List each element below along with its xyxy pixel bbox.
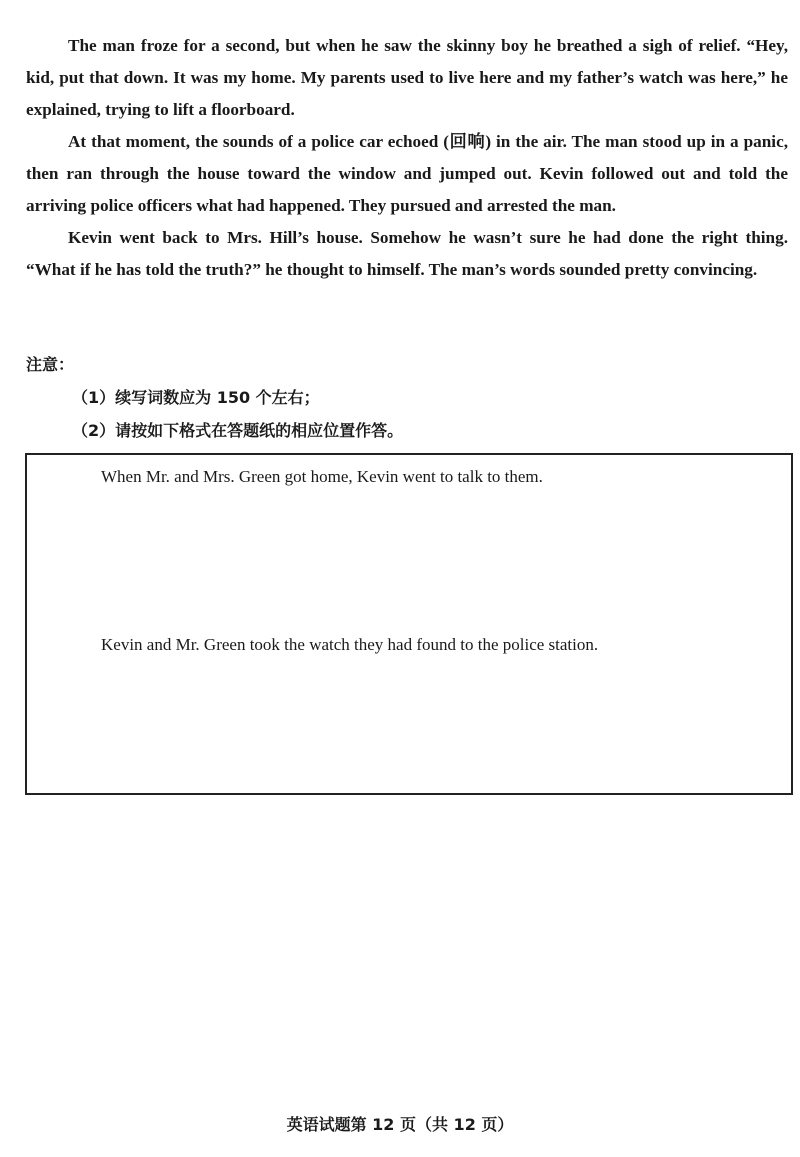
page-footer: 英语试题第 12 页（共 12 页）: [286, 1115, 514, 1134]
story-paragraph: The man froze for a second, but when he saw the skinny boy he breathed a sigh of relief. “Hey, kid, put that down. It was my home. My parents used to live here and my father’s watch was here,” he explained, trying to lift a floorboard.: [26, 36, 788, 119]
notes-title: 注意：: [26, 355, 75, 374]
answer-box: [25, 453, 793, 795]
story-paragraph: At that moment, the sounds of a police car echoed (回响) in the air. The man stood up in a panic, then ran through the house toward the window and jumped out. Kevin followed out and told the arriving police officers what had happened. They pursued and arrested the man.: [26, 132, 788, 215]
note-item-format: （2）请按如下格式在答题纸的相应位置作答。: [72, 421, 404, 440]
story-passage: [26, 30, 788, 286]
story-paragraph: Kevin went back to Mrs. Hill’s house. Somehow he wasn’t sure he had done the right thing. “What if he has told the truth?” he thought to himself. The man’s words sounded pretty convincing.: [26, 228, 788, 279]
paragraph-1-start: When Mr. and Mrs. Green got home, Kevin went to talk to them.: [101, 467, 543, 486]
note-item-word-count: （1）续写词数应为 150 个左右；: [72, 388, 320, 407]
paragraph-2-start: Kevin and Mr. Green took the watch they had found to the police station.: [101, 635, 599, 654]
